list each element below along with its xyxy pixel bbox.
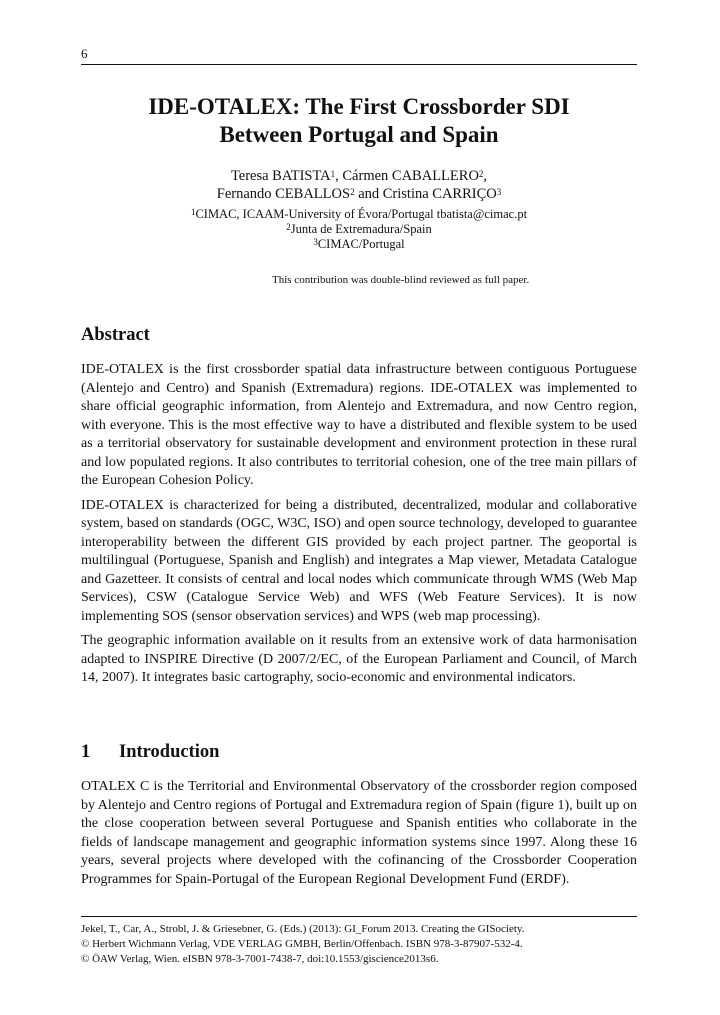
affiliation-item	[81, 207, 637, 222]
affiliation-list	[81, 207, 637, 252]
introduction-heading	[81, 742, 219, 763]
abstract-paragraph: IDE-OTALEX is characterized for being a distributed, decentralized, modular and collaborative system, based on standards (OGC, W3C, ISO) and open source technology, developed to guarantee interoperability between the different GIS provided by each project partner. The geoportal is multilingual (Portuguese, Spanish and English) and integrates a Map viewer, Metadata Catalogue and Gazetteer. It consists of central and local nodes which communicate through WMS (Web Map Services), CSW (Catalogue Service Web) and WFS (Web Feature Services). It is now implementing SOS (sensor observation services) and WPS (web map processing).	[81, 497, 637, 624]
affiliation-sup: 1	[190, 207, 196, 217]
abstract-heading: Abstract	[81, 325, 150, 345]
author-name: Teresa BATISTA	[230, 168, 331, 184]
footer-line: Jekel, T., Car, A., Strobl, J. & Griesebner, G. (Eds.) (2013): GI_Forum 2013. Creating the GISociety.	[81, 923, 525, 935]
affiliation-text: Junta de Extremadura/Spain	[290, 222, 432, 236]
title-line-2: Between Portugal and Spain	[219, 122, 499, 147]
affiliation-item	[81, 222, 637, 237]
author-affil-sup: 2	[478, 169, 484, 179]
title-line-1: IDE-OTALEX: The First Crossborder SDI	[148, 94, 570, 119]
citation-footer	[81, 916, 637, 967]
footer-line: © ÖAW Verlag, Wien. eISBN 978-3-7001-7438-7, doi:10.1553/giscience2013s6.	[81, 953, 439, 965]
abstract-paragraph: IDE-OTALEX is the first crossborder spatial data infrastructure between contiguous Portuguese (Alentejo and Centro) and Spanish (Extremadura) regions. IDE-OTALEX was implemented to share official geographic information, from Alentejo and Extremadura, and now Centro region, with everyone. This is the most effective way to have a distributed and flexible system to be used as a territorial observatory for sustainable development and environment protection in these rural and low populated regions. It also contributes to territorial cohesion, one of the tree main pillars of the European Cohesion Policy.	[81, 362, 637, 488]
author-affil-sup: 1	[330, 169, 336, 179]
author-affil-sup: 3	[496, 187, 502, 197]
affiliation-item	[81, 237, 637, 252]
introduction-paragraph: OTALEX C is the Territorial and Environmental Observatory of the crossborder region composed by Alentejo and Centro regions of Portugal and Extremadura region of Spain (figure 1), built up on the close cooperation between several Portuguese and Spanish entities who collaborate in the fields of landscape management and geographic information systems since 1997. Along these 16 years, several projects where developed with the cofinancing of the Crossborder Cooperation Programmes for Spain-Portugal of the European Regional Development Fund (ERDF).	[81, 779, 637, 887]
author-name: Cármen CABALLERO	[342, 168, 479, 184]
author-name: Fernando CEBALLOS	[216, 186, 351, 202]
author-affil-sup: 2	[350, 187, 355, 197]
author-line-2	[81, 185, 637, 203]
footer-line: © Herbert Wichmann Verlag, VDE VERLAG GMBH, Berlin/Offenbach. ISBN 978-3-87907-532-4.	[81, 938, 523, 950]
page-number: 6	[81, 46, 88, 61]
affiliation-text: CIMAC/Portugal	[317, 237, 405, 251]
author-connector: and	[358, 186, 380, 202]
affiliation-text: CIMAC, ICAAM-University of Évora/Portugal tbatista@cimac.pt	[195, 207, 528, 221]
review-note: This contribution was double-blind reviewed as full paper.	[272, 274, 530, 286]
abstract-paragraph: The geographic information available on it results from an extensive work of data harmonisation adapted to INSPIRE Directive (D 2007/2/EC, of the European Parliament and Council, of March 14, 2007). It integrates basic cartography, socio-economic and environmental indicators.	[81, 633, 637, 685]
author-line-1: Teresa BATISTA$^1$, Cármen CABALLERO$^2$,	[230, 168, 488, 184]
abstract-body	[81, 361, 637, 694]
introduction-body	[81, 778, 637, 895]
affiliation-sup: 2	[286, 222, 291, 232]
section-title: Introduction	[119, 742, 220, 762]
author-name: Cristina CARRIÇO	[382, 186, 497, 202]
section-number: 1	[81, 742, 91, 762]
author-list	[81, 167, 637, 203]
paper-title	[81, 93, 637, 149]
affiliation-sup: 3	[313, 237, 318, 247]
page-header	[81, 44, 637, 65]
